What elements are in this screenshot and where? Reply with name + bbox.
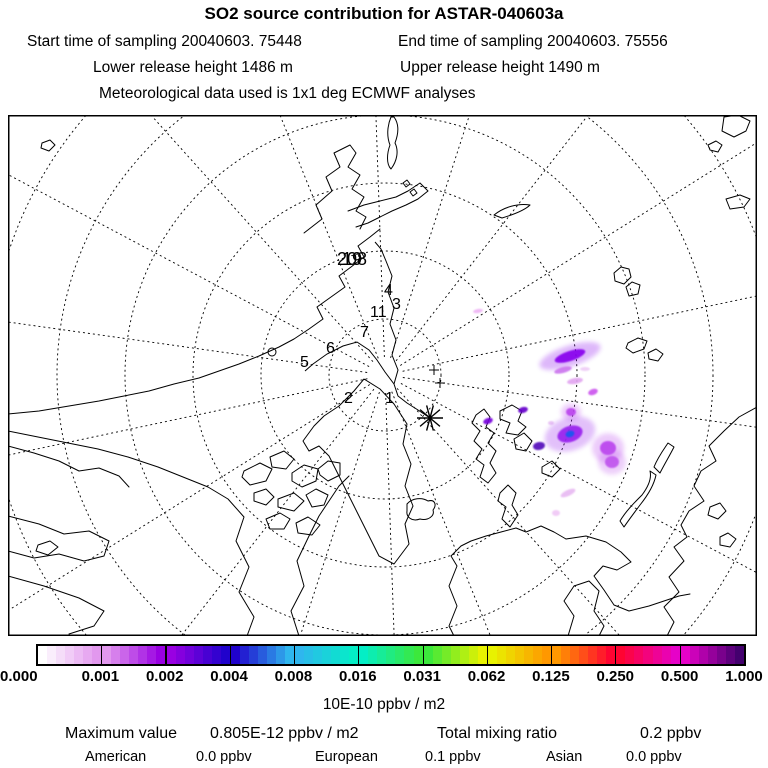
maximum-value: 0.805E-12 ppbv / m2 (210, 725, 359, 742)
plume-blob (517, 406, 528, 414)
colorbar-tick: 1.000 (725, 668, 763, 685)
plume-blob (540, 410, 600, 458)
colorbar-tick: 0.016 (339, 668, 377, 685)
plume-blob (552, 510, 560, 516)
colorbar-segment (102, 646, 165, 664)
trajectory-day-label: 11 (370, 304, 387, 321)
colorbar-tick: 0.500 (660, 668, 699, 685)
plume-blob (598, 449, 626, 474)
colorbar-tick: 0.031 (403, 668, 441, 685)
colorbar-tick: 0.004 (210, 668, 248, 685)
total-mixing-ratio-value: 0.2 ppbv (640, 725, 702, 742)
trajectory-day-label: 21098 (337, 249, 363, 269)
trajectory-path (305, 342, 394, 384)
colorbar-segment (424, 646, 487, 664)
trajectory-day-label: 1 (385, 390, 394, 407)
plume-blob (559, 487, 576, 499)
lower-release-text: Lower release height 1486 m (93, 59, 293, 76)
colorbar-segment (359, 646, 422, 664)
colorbar (36, 644, 746, 666)
colorbar-units: 10E-10 ppbv / m2 (322, 696, 446, 713)
plume-blob (567, 377, 584, 386)
meteorology-text: Meteorological data used is 1x1 deg ECMWF analyses (99, 85, 476, 102)
source-value-american: 0.0 ppbv (196, 749, 252, 765)
end-time-text: End time of sampling 20040603. 75556 (398, 33, 668, 50)
source-region-asian: Asian (546, 749, 583, 765)
plume-blob (482, 416, 493, 425)
start-time-text: Start time of sampling 20040603. 75448 (27, 33, 302, 50)
upper-release-text: Upper release height 1490 m (400, 59, 600, 76)
colorbar-segment (295, 646, 358, 664)
plume-blob (580, 367, 590, 371)
plot-title: SO2 source contribution for ASTAR-040603a (204, 4, 564, 23)
total-mixing-ratio-label: Total mixing ratio (437, 725, 558, 742)
map-overlay (300, 249, 445, 431)
colorbar-tick: 0.008 (274, 668, 313, 685)
trajectory-path (375, 242, 430, 418)
source-region-european: European (315, 749, 378, 765)
trajectory-day-label: 5 (300, 354, 309, 371)
so2-plume-layer (473, 308, 626, 516)
plume-blob (532, 441, 545, 451)
colorbar-tick: 0.000 (0, 668, 38, 685)
plume-blob (473, 308, 484, 314)
colorbar-segment (616, 646, 679, 664)
colorbar-tick: 0.125 (532, 668, 570, 685)
colorbar-segment (231, 646, 294, 664)
source-region-american: American (85, 749, 147, 765)
colorbar-tick-labels (0, 668, 768, 686)
trajectory-day-label: 3 (392, 296, 401, 313)
source-value-asian: 0.0 ppbv (626, 749, 682, 765)
colorbar-segment (167, 646, 230, 664)
colorbar-segment (681, 646, 744, 664)
source-value-european: 0.1 ppbv (425, 749, 481, 765)
colorbar-tick: 0.002 (145, 668, 184, 685)
colorbar-segment (552, 646, 615, 664)
colorbar-tick: 0.250 (596, 668, 635, 685)
colorbar-segment (38, 646, 101, 664)
maximum-value-label: Maximum value (65, 725, 178, 742)
trajectory-day-label: 2 (344, 390, 353, 407)
trajectory-day-label: 7 (360, 324, 369, 341)
colorbar-tick: 0.001 (81, 668, 120, 685)
trajectory-day-label: 6 (326, 340, 335, 357)
trajectory-day-label: 4 (384, 282, 393, 299)
colorbar-segment (488, 646, 551, 664)
polar-map (8, 115, 757, 636)
plume-blob (587, 387, 598, 396)
colorbar-tick: 0.062 (467, 668, 506, 685)
